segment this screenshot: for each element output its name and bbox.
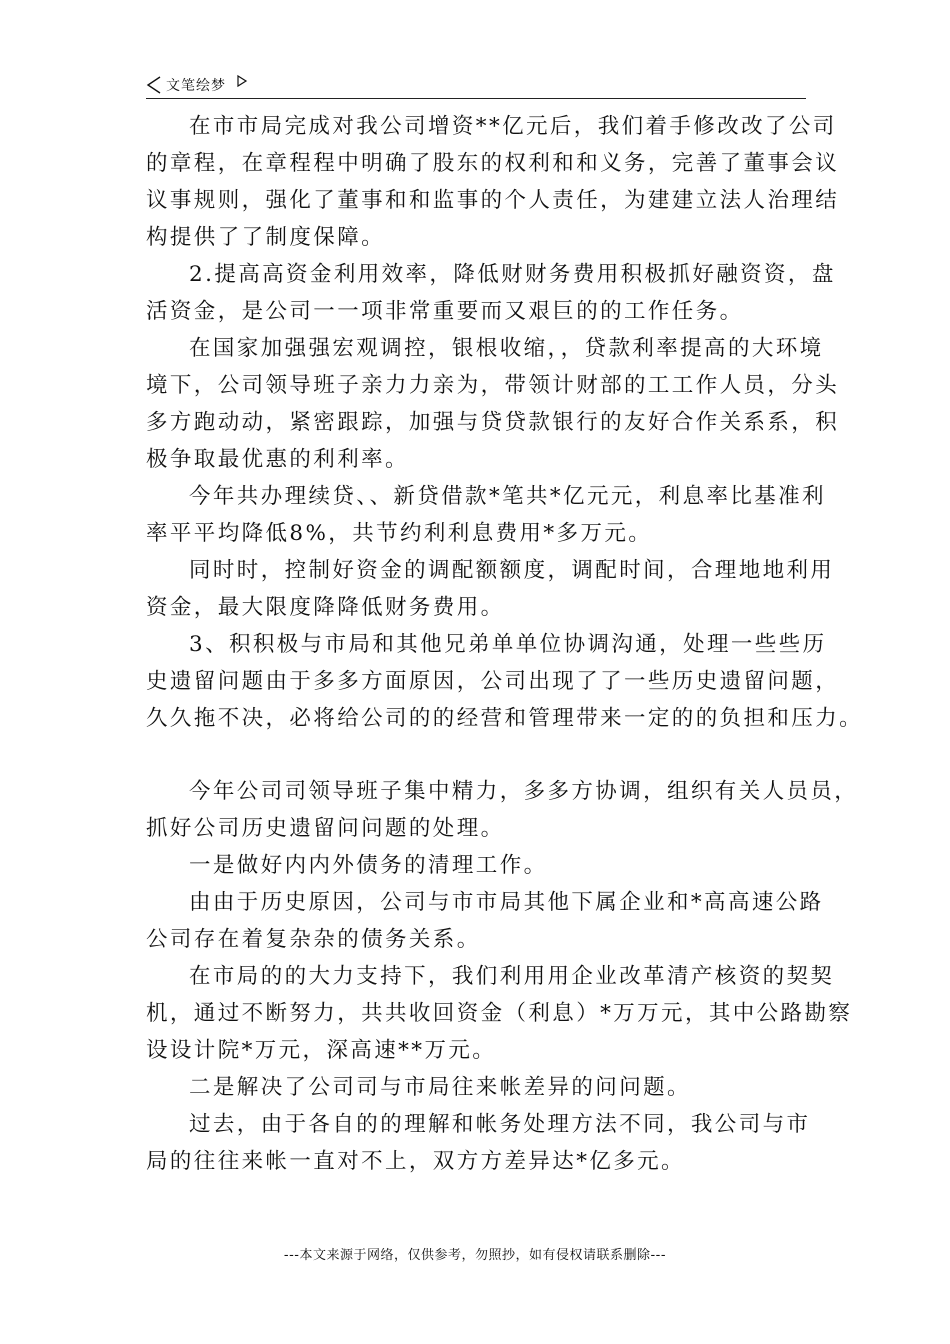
paragraph <box>146 958 853 1069</box>
paragraph <box>146 884 824 958</box>
paragraph <box>146 330 840 478</box>
document-body <box>146 108 864 1180</box>
paragraph <box>146 1069 806 1106</box>
text-line: 3、积积极与市局和其他兄弟单单位协调沟通，处理一些些历 <box>189 632 827 657</box>
text-line: 率平平均降低8%，共节约利利息费用*多万元。 <box>146 521 653 546</box>
text-line: 史遗留问题由于多多方面原因，公司出现了了一些历史遗留问题， <box>146 669 840 694</box>
text-line: 多方跑动动，紧密跟踪，加强与贷贷款银行的友好合作关系系，积 <box>146 410 840 435</box>
text-line: 由由于历史原因，公司与市市局其他下属企业和*高高速公路 <box>189 890 824 915</box>
paragraph <box>146 108 840 256</box>
triangle-right-icon <box>236 74 248 88</box>
text-line: 一是做好内内外债务的清理工作。 <box>189 853 548 878</box>
text-line: 今年公司司领导班子集中精力，多多方协调，组织有关人员员， <box>189 779 859 804</box>
footer-disclaimer: ---本文来源于网络，仅供参考，勿照抄，如有侵权请联系删除--- <box>283 1248 667 1263</box>
text-line: 境下，公司领导班子亲力力亲为，带领计财部的工工作人员，分头 <box>146 373 840 398</box>
text-line: 机，通过不断努力，共共收回资金（利息）*万万元，其中公路勘察 <box>146 1001 853 1026</box>
text-line: 同时时，控制好资金的调配额额度，调配时间，合理地地利用 <box>189 558 835 583</box>
text-line: 公司存在着复杂杂的债务关系。 <box>146 927 481 952</box>
paragraph <box>146 847 806 884</box>
text-line: 构提供了了制度保障。 <box>146 225 386 250</box>
paragraph <box>146 773 859 847</box>
text-line: 议事规则，强化了董事和和监事的个人责任，为建建立法人治理结 <box>146 188 840 213</box>
paragraph <box>146 626 864 737</box>
text-line: 在国家加强强宏观调控，银根收缩，，贷款利率提高的大环境 <box>189 336 824 361</box>
paragraph <box>146 256 836 330</box>
text-line: 2.提高高资金利用效率，降低财财务费用积极抓好融资资，盘 <box>189 262 836 287</box>
text-line: 活资金，是公司一一项非常重要而又艰巨的的工作任务。 <box>146 299 744 324</box>
text-line: 极争取最优惠的利利率。 <box>146 447 409 472</box>
text-line: 局的往往来帐一直对不上，双方方差异达*亿多元。 <box>146 1149 685 1174</box>
text-line: 今年共办理续贷、、新贷借款*笔共*亿元元，利息率比基准利 <box>189 484 826 509</box>
triangle-left-icon <box>146 75 162 95</box>
page-header <box>146 72 806 99</box>
header-title: 文笔绘梦 <box>166 78 226 94</box>
text-line: 的章程，在章程程中明确了股东的权利和和义务，完善了董事会议 <box>146 151 840 176</box>
paragraph-gap <box>146 737 806 773</box>
text-line: 设设计院*万元，深高速**万元。 <box>146 1038 497 1063</box>
paragraph <box>146 552 835 626</box>
text-line: 过去，由于各自的的理解和帐务处理方法不同，我公司与市 <box>189 1112 811 1137</box>
text-line: 资金，最大限度降降低财务费用。 <box>146 595 505 620</box>
text-line: 二是解决了公司司与市局往来帐差异的问问题。 <box>189 1075 691 1100</box>
paragraph <box>146 1106 811 1180</box>
text-line: 在市局的的大力支持下，我们利用用企业改革清产核资的契契 <box>189 964 835 989</box>
text-line: 在市市局完成对我公司增资**亿元后，我们着手修改改了公司 <box>189 114 837 139</box>
text-line: 抓好公司历史遗留问问题的处理。 <box>146 816 505 841</box>
text-line: 久久拖不决，必将给公司的的经营和管理带来一定的的负担和压力。 <box>146 706 864 731</box>
paragraph <box>146 478 826 552</box>
